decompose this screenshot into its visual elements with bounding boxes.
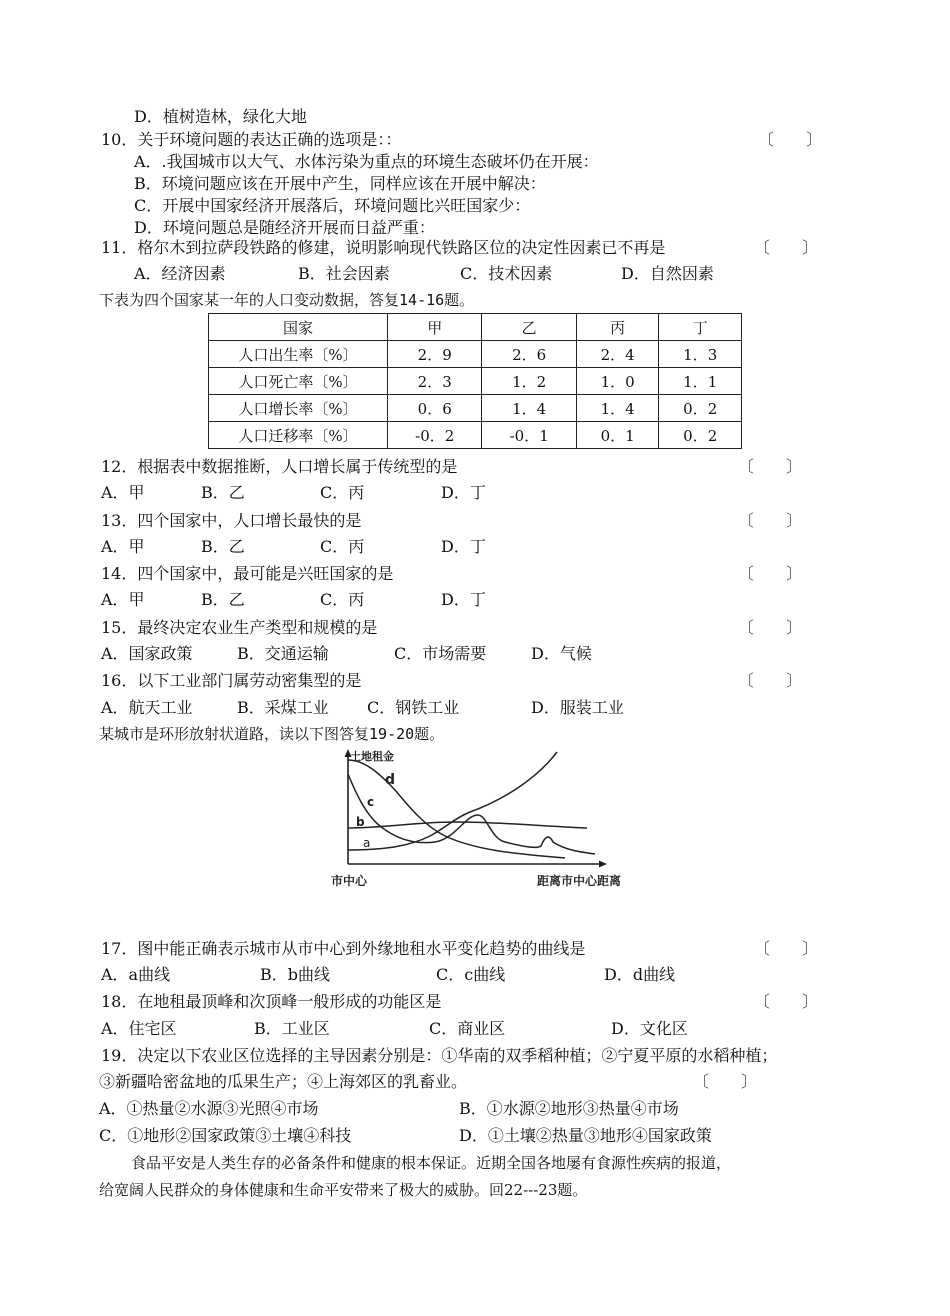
table-row [209, 395, 742, 422]
table-row [209, 422, 742, 449]
table-cell: 人口死亡率〔%〕 [209, 368, 388, 395]
q17-stem: 17．图中能正确表示城市从市中心到外缘地租水平变化趋势的曲线是 [101, 939, 586, 958]
table-cell: 1．2 [482, 368, 576, 395]
q12-option-b: B．乙 [201, 483, 245, 502]
q10-answer-bracket[interactable]: 〔 〕 [758, 130, 823, 149]
q18-option-b: B．工业区 [254, 1019, 330, 1038]
curve-label-b: b [356, 815, 365, 829]
q19-option-a: A．①热量②水源③光照④市场 [99, 1099, 319, 1118]
q14-answer-bracket[interactable]: 〔 〕 [738, 564, 803, 583]
table-header-cell: 丙 [576, 314, 659, 341]
table-cell: 2．3 [388, 368, 482, 395]
curve-b [348, 822, 587, 828]
q11-option-c: C．技术因素 [460, 264, 553, 283]
q16-option-d: D．服装工业 [531, 698, 624, 717]
q13-option-c: C．丙 [320, 537, 365, 556]
q16-option-b: B．采煤工业 [237, 698, 329, 717]
q15-option-a: A．国家政策 [101, 644, 193, 663]
table-cell: -0．2 [388, 422, 482, 449]
q13-option-b: B．乙 [201, 537, 245, 556]
q19-option-b: B．①水源②地形③热量④市场 [459, 1099, 679, 1118]
q18-option-a: A．住宅区 [101, 1019, 177, 1038]
table-cell: 0．6 [388, 395, 482, 422]
food-paragraph-line2: 给宽阔人民群众的身体健康和生命平安带来了极大的威胁。回22---23题。 [99, 1181, 588, 1199]
q14-option-c: C．丙 [320, 590, 365, 609]
table-cell: 人口迁移率〔%〕 [209, 422, 388, 449]
table-cell: -0．1 [482, 422, 576, 449]
q10-option-d: D．环境问题总是随经济开展而日益严重： [134, 218, 435, 237]
q18-option-d: D．文化区 [611, 1019, 688, 1038]
q13-option-d: D．丁 [441, 537, 486, 556]
x-axis-label: 距离市中心距离 [537, 874, 622, 888]
table-cell: 1．3 [659, 341, 742, 368]
curve-label-a: a [363, 836, 371, 850]
q17-option-d: D．d曲线 [604, 965, 676, 984]
q11-answer-bracket[interactable]: 〔 〕 [754, 238, 819, 257]
table-header-cell: 国家 [209, 314, 388, 341]
q14-option-a: A．甲 [101, 590, 145, 609]
q16-answer-bracket[interactable]: 〔 〕 [738, 671, 803, 690]
q14-option-d: D．丁 [441, 590, 486, 609]
table-header-cell: 甲 [388, 314, 482, 341]
q16-option-c: C．钢铁工业 [367, 698, 460, 717]
table-cell: 2．6 [482, 341, 576, 368]
table-cell: 0．2 [659, 422, 742, 449]
curve-a [348, 752, 557, 850]
table-cell: 0．2 [659, 395, 742, 422]
q19-option-c: C．①地形②国家政策③土壤④科技 [99, 1126, 352, 1145]
q12-option-d: D．丁 [441, 483, 486, 502]
q15-stem: 15．最终决定农业生产类型和规模的是 [101, 618, 378, 637]
q18-answer-bracket[interactable]: 〔 〕 [754, 992, 819, 1011]
q12-option-a: A．甲 [101, 483, 145, 502]
table-cell: 2．9 [388, 341, 482, 368]
q10-option-a: A．.我国城市以大气、水体污染为重点的环境生态破坏仍在开展： [134, 152, 599, 171]
q13-option-a: A．甲 [101, 537, 145, 556]
q16-stem: 16．以下工业部门属劳动密集型的是 [101, 671, 362, 690]
q12-option-c: C．丙 [320, 483, 365, 502]
q17-option-c: C．c曲线 [436, 965, 506, 984]
q19-option-d: D．①土壤②热量③地形④国家政策 [459, 1126, 712, 1145]
q18-option-c: C．商业区 [429, 1019, 506, 1038]
q13-answer-bracket[interactable]: 〔 〕 [738, 511, 803, 530]
q15-option-c: C．市场需要 [394, 644, 487, 663]
q10-option-c: C．开展中国家经济开展落后，环境问题比兴旺国家少： [134, 196, 531, 215]
population-table [208, 313, 742, 449]
table-header-row [209, 314, 742, 341]
table-cell: 人口出生率〔%〕 [209, 341, 388, 368]
q9-option-d: D．植树造林，绿化大地 [134, 107, 307, 126]
table-row [209, 341, 742, 368]
x-axis-arrow-icon [599, 861, 607, 868]
curve-label-c: c [367, 795, 375, 809]
table-cell: 人口增长率〔%〕 [209, 395, 388, 422]
q15-option-b: B．交通运输 [237, 644, 329, 663]
q17-option-b: B．b曲线 [260, 965, 331, 984]
q19-stem-line1: 19．决定以下农业区位选择的主导因素分别是：①华南的双季稻种植；②宁夏平原的水稻种植； [101, 1046, 778, 1065]
q14-stem: 14．四个国家中，最可能是兴旺国家的是 [101, 564, 394, 583]
q19-answer-bracket[interactable]: 〔 〕 [693, 1072, 758, 1091]
q17-answer-bracket[interactable]: 〔 〕 [754, 939, 819, 958]
table-cell: 1．4 [576, 395, 659, 422]
q11-stem: 11．格尔木到拉萨段铁路的修建，说明影响现代铁路区位的决定性因素已不再是 [101, 238, 666, 257]
table-row [209, 368, 742, 395]
q18-stem: 18．在地租最顶峰和次顶峰一般形成的功能区是 [101, 992, 442, 1011]
q17-option-a: A．a曲线 [101, 965, 171, 984]
q12-stem: 12．根据表中数据推断，人口增长属于传统型的是 [101, 457, 458, 476]
curve-d [348, 760, 565, 858]
table-cell: 1．1 [659, 368, 742, 395]
table-intro: 下表为四个国家某一年的人口变动数据，答复14-16题。 [99, 291, 475, 309]
q11-option-d: D．自然因素 [621, 264, 714, 283]
q12-answer-bracket[interactable]: 〔 〕 [738, 457, 803, 476]
table-header-cell: 乙 [482, 314, 576, 341]
q10-stem: 10．关于环境问题的表达正确的选项是：： [101, 130, 402, 149]
q16-option-a: A．航天工业 [101, 698, 193, 717]
table-cell: 0．1 [576, 422, 659, 449]
land-rent-figure [325, 746, 635, 894]
table-cell: 2．4 [576, 341, 659, 368]
table-header-cell: 丁 [659, 314, 742, 341]
q11-option-b: B．社会因素 [298, 264, 390, 283]
q11-option-a: A．经济因素 [134, 264, 226, 283]
q19-stem-line2: ③新疆哈密盆地的瓜果生产；④上海郊区的乳畜业。 [99, 1072, 468, 1091]
curve-label-d: d [385, 772, 396, 788]
food-paragraph-line1: 食品平安是人类生存的必备条件和健康的根本保证。近期全国各地屡有食源性疾病的报道， [131, 1154, 732, 1172]
q10-option-b: B．环境问题应该在开展中产生，同样应该在开展中解决： [134, 174, 546, 193]
q13-stem: 13．四个国家中，人口增长最快的是 [101, 511, 362, 530]
figure-intro: 某城市是环形放射状道路，读以下图答复19-20题。 [99, 725, 445, 743]
q15-answer-bracket[interactable]: 〔 〕 [738, 618, 803, 637]
x-origin-label: 市中心 [331, 874, 368, 888]
q15-option-d: D．气候 [531, 644, 592, 663]
table-cell: 1．0 [576, 368, 659, 395]
q14-option-b: B．乙 [201, 590, 245, 609]
y-axis-label: 土地租金 [350, 750, 394, 763]
table-cell: 1．4 [482, 395, 576, 422]
